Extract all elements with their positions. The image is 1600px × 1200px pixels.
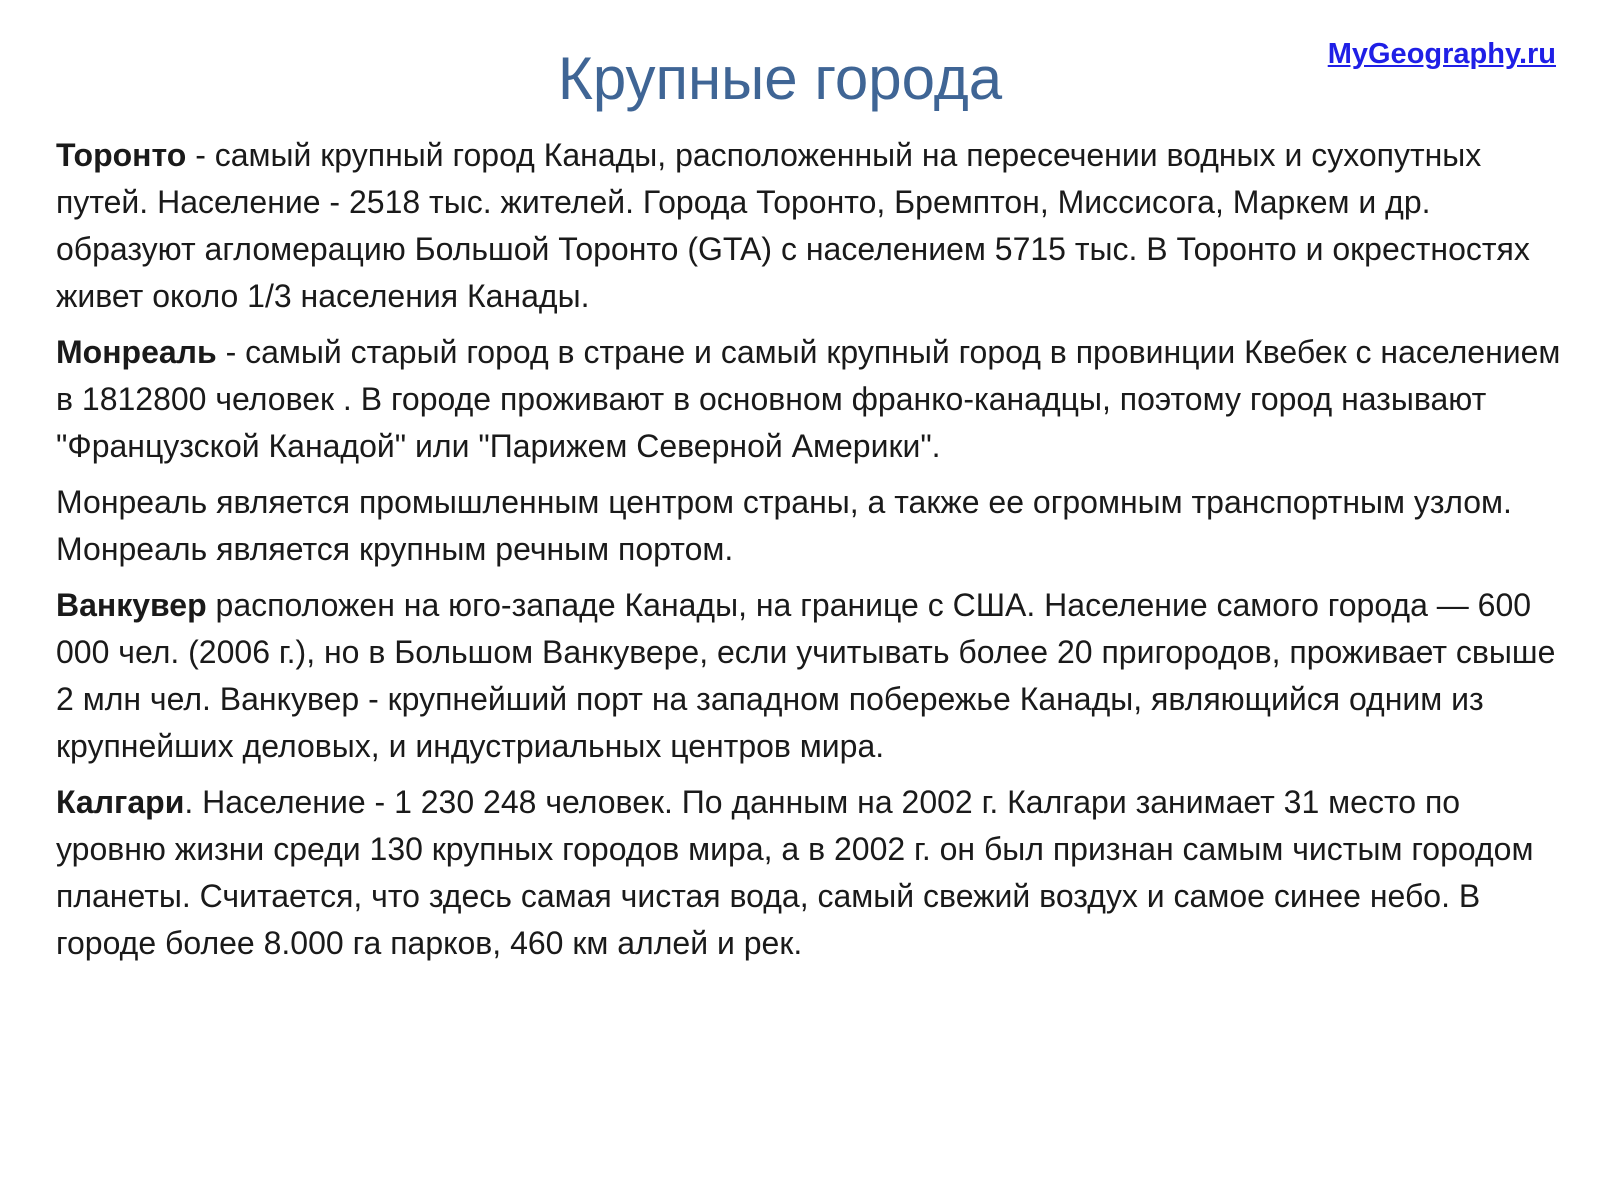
paragraph-calgary	[56, 779, 1576, 967]
paragraph-montreal-industry	[56, 479, 1576, 573]
paragraph-text: . Население - 1 230 248 человек. По данным на 2002 г. Калгари занимает 31 место по уровню жизни среди 130 крупных городов мира, а в 2002 г. он был признан самым чистым городом планеты. Считается, что здесь самая чистая вода, самый свежий воздух и самое синее небо. В городе более 8.000 га парков, 460 км аллей и рек.	[56, 784, 1534, 961]
site-link[interactable]: MyGeography.ru	[1327, 38, 1556, 70]
paragraph-text: - самый крупный город Канады, расположенный на пересечении водных и сухопутных путей. Население - 2518 тыс. жителей. Города Торонто, Бремптон, Миссисога, Маркем и др. образуют агломерацию Большой Торонто (GTA) с населением 5715 тыс. В Торонто и окрестностях живет около 1/3 населения Канады.	[56, 137, 1530, 314]
city-name-calgary: Калгари	[56, 784, 185, 820]
paragraph-montreal	[56, 329, 1576, 470]
paragraph-text: Монреаль является промышленным центром страны, а также ее огромным транспортным узлом. Монреаль является крупным речным портом.	[56, 484, 1512, 567]
city-name-vancouver: Ванкувер	[56, 587, 207, 623]
paragraph-text: расположен на юго-западе Канады, на границе с США. Население самого города — 600 000 чел. (2006 г.), но в Большом Ванкувере, если учитывать более 20 пригородов, проживает свыше 2 млн чел. Ванкувер - крупнейший порт на западном побережье Канады, являющийся одним из крупнейших деловых, и индустриальных центров мира.	[56, 587, 1556, 764]
paragraph-text: - самый старый город в стране и самый крупный город в провинции Квебек с населением в 1812800 человек . В городе проживают в основном франко-канадцы, поэтому город называют "Французской Канадой" или "Парижем Северной Америки".	[56, 334, 1561, 464]
city-name-montreal: Монреаль	[56, 334, 217, 370]
paragraph-vancouver	[56, 582, 1576, 770]
slide-content	[56, 132, 1576, 976]
city-name-toronto: Торонто	[56, 137, 187, 173]
paragraph-toronto	[56, 132, 1576, 320]
slide-title: Крупные города	[557, 45, 1003, 112]
